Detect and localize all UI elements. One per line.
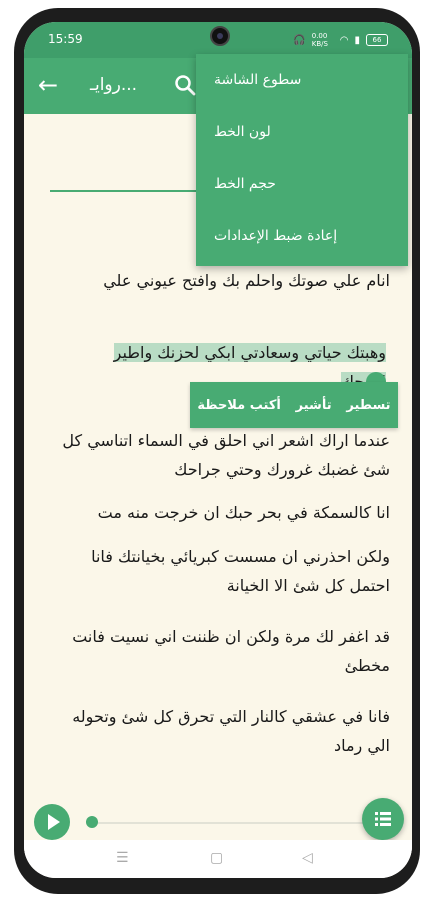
- list-icon[interactable]: [362, 798, 404, 840]
- status-time: 15:59: [48, 32, 83, 46]
- system-nav-bar: [24, 840, 412, 878]
- screen: [24, 22, 412, 878]
- paragraph[interactable]: فانا في عشقي كالنار التي تحرق كل شئ وتحوله الي رماد: [72, 707, 390, 755]
- underline-action[interactable]: تسطير: [346, 397, 391, 413]
- selected-text[interactable]: وهبتك حياتي وسعادتي ابكي لحزنك واطير: [114, 343, 386, 391]
- paragraph[interactable]: انام علي صوتك واحلم بك وافتح عيوني علي: [103, 271, 390, 290]
- back-arrow-icon[interactable]: ←: [38, 71, 59, 99]
- paragraph[interactable]: عندما اراك اشعر اني احلق في السماء اتناسي كل شئ غضبك غرورك وحتي جراحك: [62, 431, 390, 479]
- menu-nav-icon[interactable]: ☰: [116, 850, 129, 866]
- play-icon[interactable]: [34, 804, 70, 840]
- home-nav-icon[interactable]: ▢: [210, 850, 224, 866]
- paragraph[interactable]: انا كالسمكة في بحر حبك ان خرجت منه مت: [97, 503, 390, 522]
- headphones-icon: 🎧: [293, 34, 306, 46]
- paragraph[interactable]: ولكن احذرني ان مسست كبريائي بخيانتك فانا احتمل كل شئ الا الخيانة: [91, 547, 390, 595]
- page-title: روايـ...: [90, 75, 138, 95]
- status-bar: [24, 22, 412, 58]
- battery-icon: 66: [366, 34, 388, 46]
- menu-item-brightness[interactable]: سطوع الشاشة: [214, 72, 302, 88]
- status-icons: [293, 32, 388, 48]
- menu-item-reset-settings[interactable]: إعادة ضبط الإعدادات: [214, 228, 338, 244]
- wifi-icon: ◠: [339, 34, 349, 46]
- data-speed-text: 0.00 KB/S: [311, 32, 328, 48]
- selection-context-menu: [190, 382, 398, 428]
- back-nav-icon[interactable]: ◁: [302, 850, 313, 866]
- progress-thumb[interactable]: [86, 816, 98, 828]
- menu-item-font-color[interactable]: لون الخط: [214, 124, 271, 140]
- menu-item-font-size[interactable]: حجم الخط: [214, 176, 276, 192]
- settings-dropdown-menu: [196, 54, 408, 266]
- mark-action[interactable]: تأشير: [295, 397, 332, 413]
- search-icon[interactable]: [174, 74, 196, 100]
- front-camera: [210, 26, 230, 46]
- signal-icon: ▮: [354, 34, 360, 46]
- write-note-action[interactable]: أكتب ملاحظة: [197, 397, 281, 413]
- progress-track[interactable]: [86, 822, 364, 824]
- paragraph[interactable]: قد اغفر لك مرة ولكن ان ظننت اني نسيت فانت مخطئ: [72, 627, 390, 675]
